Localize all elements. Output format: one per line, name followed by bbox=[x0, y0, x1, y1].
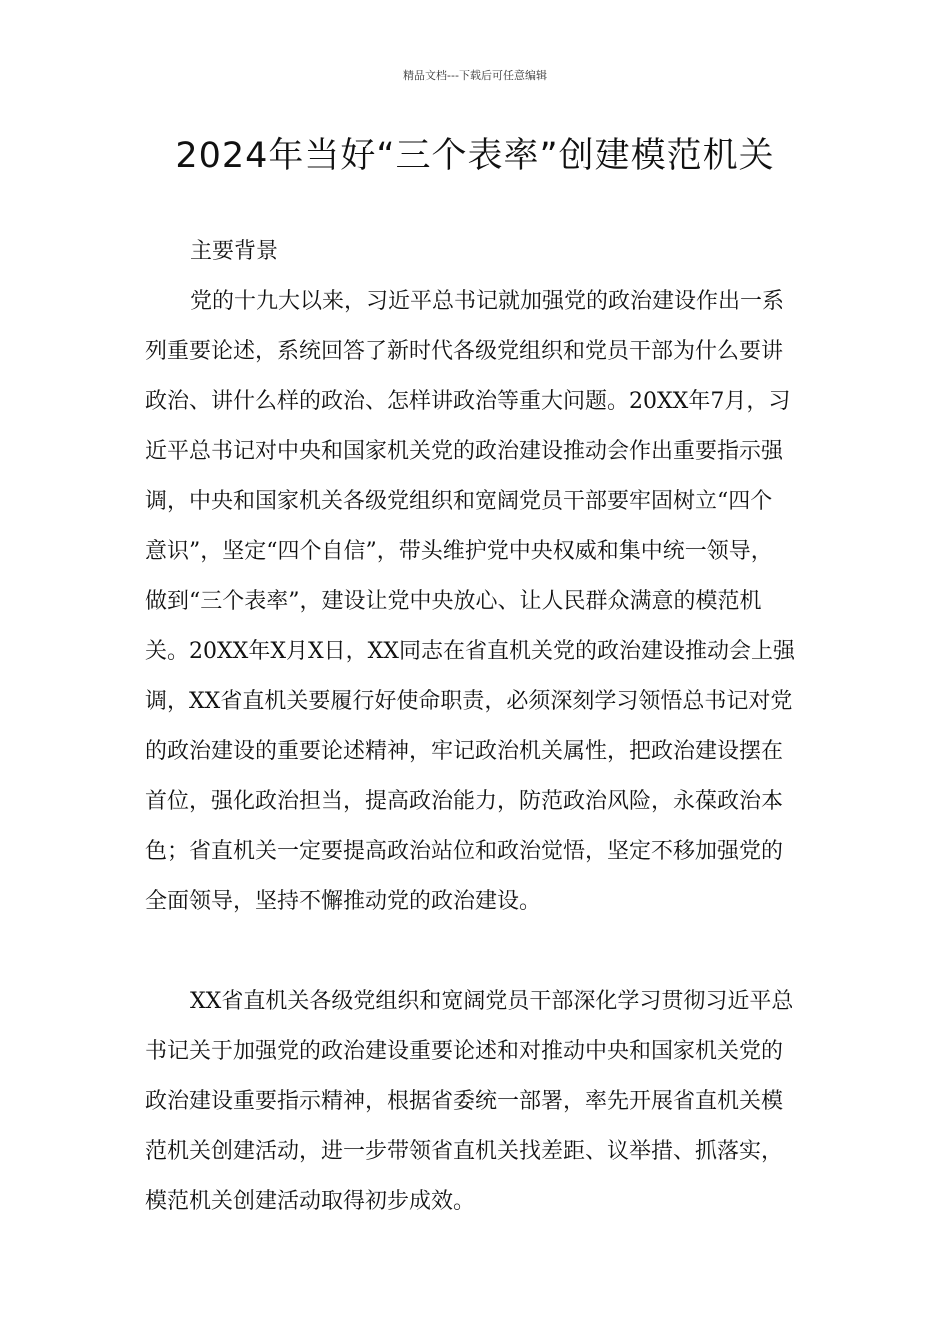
paragraph-2-line: 范机关创建活动，进一步带领省直机关找差距、议举措、抓落实， bbox=[145, 1139, 784, 1164]
paragraph-1-line: 做到“三个表率”，建设让党中央放心、让人民群众满意的模范机 bbox=[145, 589, 762, 614]
paragraph-2-line: 模范机关创建活动取得初步成效。 bbox=[145, 1189, 476, 1214]
document-title: 2024年当好“三个表率”创建模范机关 bbox=[175, 136, 775, 176]
paragraph-1-line: 首位，强化政治担当，提高政治能力，防范政治风险，永葆政治本 bbox=[145, 789, 784, 814]
paragraph-1-line: 关。20XX年X月X日，XX同志在省直机关党的政治建设推动会上强 bbox=[145, 639, 795, 664]
paragraph-1-line: 近平总书记对中央和国家机关党的政治建设推动会作出重要指示强 bbox=[145, 439, 784, 464]
header-note: 精品文档---下载后可任意编辑 bbox=[403, 69, 547, 82]
paragraph-1-line: 全面领导，坚持不懈推动党的政治建设。 bbox=[145, 889, 542, 914]
paragraph-1-line: 调，XX省直机关要履行好使命职责，必须深刻学习领悟总书记对党 bbox=[145, 689, 793, 714]
paragraph-1-line: 党的十九大以来，习近平总书记就加强党的政治建设作出一系 bbox=[190, 289, 785, 314]
paragraph-1-line: 色；省直机关一定要提高政治站位和政治觉悟，坚定不移加强党的 bbox=[145, 839, 784, 864]
section-heading: 主要背景 bbox=[190, 239, 279, 264]
paragraph-1-line: 意识”，坚定“四个自信”，带头维护党中央权威和集中统一领导， bbox=[145, 539, 773, 564]
paragraph-2-line: 政治建设重要指示精神，根据省委统一部署，率先开展省直机关模 bbox=[145, 1089, 784, 1114]
paragraph-1-line: 的政治建设的重要论述精神，牢记政治机关属性，把政治建设摆在 bbox=[145, 739, 784, 764]
paragraph-1-line: 政治、讲什么样的政治、怎样讲政治等重大问题。20XX年7月，习 bbox=[145, 389, 791, 414]
paragraph-1-line: 列重要论述，系统回答了新时代各级党组织和党员干部为什么要讲 bbox=[145, 339, 784, 364]
paragraph-2-line: 书记关于加强党的政治建设重要论述和对推动中央和国家机关党的 bbox=[145, 1039, 784, 1064]
paragraph-2-line: XX省直机关各级党组织和宽阔党员干部深化学习贯彻习近平总 bbox=[190, 989, 794, 1014]
paragraph-1-line: 调，中央和国家机关各级党组织和宽阔党员干部要牢固树立“四个 bbox=[145, 489, 773, 514]
